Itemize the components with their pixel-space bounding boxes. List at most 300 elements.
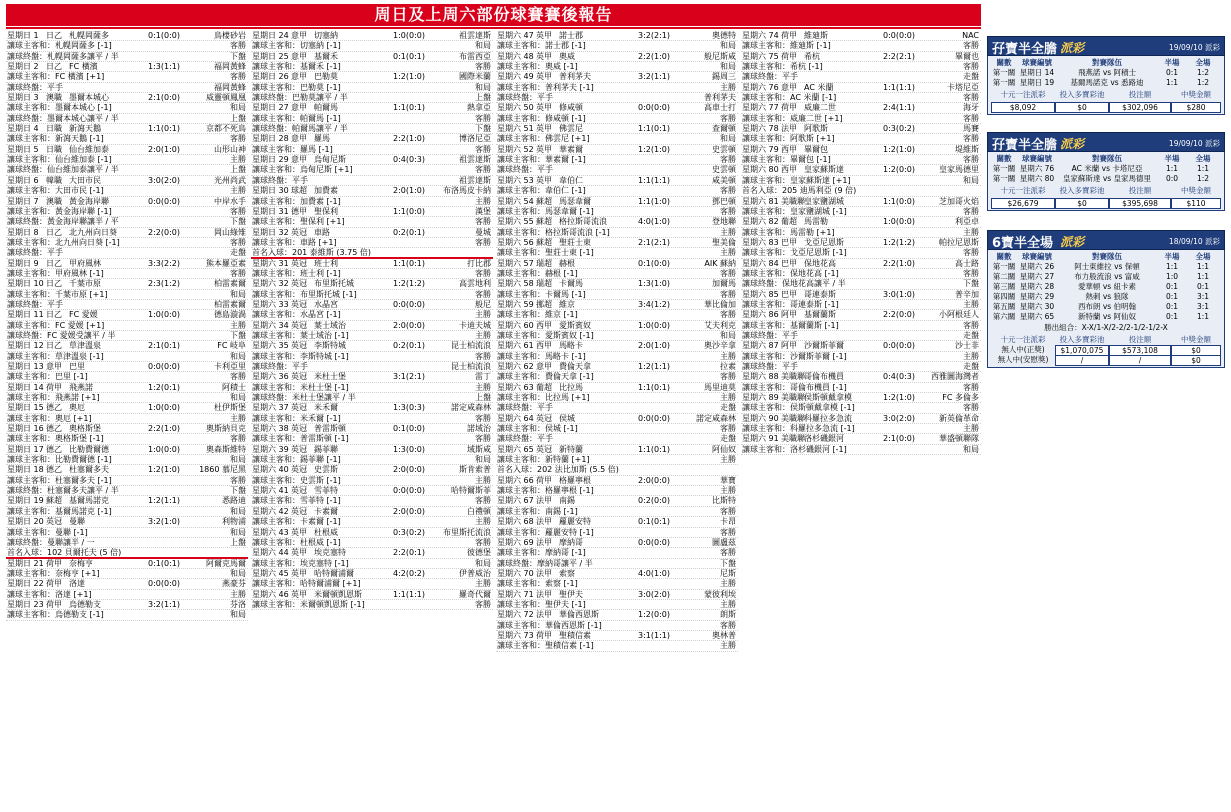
league: 阿甲 — [781, 341, 797, 351]
league: 美職聯 — [781, 393, 805, 403]
match-number: 星期六 54 — [497, 196, 534, 206]
away-team: 堤維斯 — [955, 144, 979, 154]
match-row — [251, 103, 493, 113]
match-row — [251, 186, 493, 196]
score: 1:1(0:1) — [393, 103, 425, 113]
result-row — [6, 207, 248, 217]
header-cell: 球賽編號 — [1022, 252, 1052, 261]
result-row — [741, 41, 981, 51]
result-row — [496, 559, 738, 569]
away-team: 蒙彼利埃 — [704, 589, 736, 599]
result-row — [496, 83, 738, 93]
result-row — [251, 165, 493, 175]
result-text: 讓球主客和：摩納哥 [-1] — [497, 548, 586, 558]
match-row — [251, 486, 493, 496]
home-team: 修咸頓 — [559, 103, 583, 113]
header-cell: 全場 — [1195, 58, 1211, 67]
match-number: 星期日 4 — [7, 124, 39, 134]
match-number: 星期六 68 — [497, 517, 534, 527]
result-outcome: 和局 — [720, 41, 736, 51]
money-header — [991, 90, 1221, 100]
match-number: 星期日 11 — [7, 310, 44, 320]
result-row — [496, 548, 738, 558]
result-outcome: 主勝 — [230, 155, 246, 165]
league: 日乙 — [46, 227, 62, 237]
match-number: 星期六 66 — [497, 475, 534, 485]
result-text: 讓球主客和：馬瑟韋爾 [-1] — [497, 206, 594, 216]
panel-table-row — [991, 312, 1221, 322]
result-row — [6, 372, 248, 382]
result-row — [251, 455, 493, 465]
cell: 1:1 — [1165, 262, 1179, 271]
money-value: 無人中(正獎) — [1001, 345, 1045, 354]
result-outcome: 走盤 — [963, 72, 979, 82]
cell: 第三關 — [992, 282, 1016, 291]
score: 2:0(1:0) — [638, 341, 670, 351]
score: 0:4(0:3) — [393, 155, 425, 165]
result-text: 讓球終盤：平手 — [7, 82, 63, 92]
away-team: 聖美倫 — [712, 237, 736, 247]
result-row — [496, 372, 738, 382]
match-row — [496, 72, 738, 82]
match-number: 星期六 86 — [742, 310, 779, 320]
result-row — [741, 279, 981, 289]
score: 1:2(0:0) — [638, 610, 670, 620]
match-number: 星期六 73 — [497, 630, 534, 640]
match-row — [496, 217, 738, 227]
result-text: 讓球主客和：新瀉天鵝 [-1] — [7, 134, 104, 144]
result-text: 讓球主客和：帕爾馬 [-1] — [252, 113, 341, 123]
header-cell: 關數 — [996, 252, 1012, 261]
result-text: 讓球終盤：FC 愛媛受讓平 / 半 — [7, 330, 116, 340]
result-outcome: 客勝 — [475, 351, 491, 361]
home-team: 加費素 — [314, 186, 338, 196]
result-text: 讓球主客和：加費素 [-1] — [252, 196, 341, 206]
panel-body — [987, 250, 1225, 368]
league: 葡超 — [536, 382, 552, 392]
cell: 1:2 — [1196, 68, 1210, 77]
result-text: 讓球主客和：杜根威 [-1] — [252, 537, 341, 547]
result-outcome: 走盤 — [230, 248, 246, 258]
result-outcome: 客勝 — [475, 62, 491, 72]
cell: 1:1 — [1196, 272, 1210, 281]
home-team: 黃金海岸聯 — [69, 196, 109, 206]
panel-logo: 派彩 — [1060, 235, 1085, 249]
result-text: 讓球主客和：皇家蘇斯達 [+1] — [742, 175, 851, 185]
home-team: 飛燕諾 — [69, 382, 93, 392]
home-team: 卡爾馬 — [559, 279, 583, 289]
result-text: 讓球主客和：水晶宮 [-1] — [252, 310, 341, 320]
away-team: 雷丁 — [475, 372, 491, 382]
winning-combination: 勝出組合：X-X/1-X/2-2/2-1/2-1/2-X — [1044, 323, 1168, 332]
score: 2:0(1:0) — [148, 144, 180, 154]
score: 0:0(0:0) — [393, 299, 425, 309]
score: 2:3(1:2) — [148, 279, 180, 289]
match-number: 星期日 15 — [7, 403, 44, 413]
result-text: 讓球主客和：希杭 [-1] — [742, 62, 823, 72]
match-number: 星期日 27 — [252, 103, 289, 113]
home-team: 比勒費爾德 — [69, 444, 109, 454]
result-row — [251, 41, 493, 51]
league: 西甲 — [781, 165, 797, 175]
match-number: 星期日 9 — [7, 258, 39, 268]
home-team: 沙爾斯菲爾 — [804, 341, 844, 351]
score: 0:0(0:0) — [393, 486, 425, 496]
match-row — [251, 424, 493, 434]
league: 西甲 — [781, 144, 797, 154]
match-row — [251, 569, 493, 579]
result-text: 讓球主客和：巴里 [-1] — [7, 372, 88, 382]
league: 日乙 — [46, 310, 62, 320]
cell: AC 米蘭 vs 卡塔尼亞 — [1071, 164, 1143, 173]
result-text: 讓球終盤：平手 — [742, 362, 798, 371]
match-number: 星期六 48 — [497, 51, 534, 61]
match-row — [251, 465, 493, 475]
home-team: 聖保利 — [314, 206, 338, 216]
home-team: 蘿麗安特 — [559, 517, 591, 527]
panel-logo: 派彩 — [1060, 41, 1085, 55]
score: 0:1(0:0) — [148, 31, 180, 40]
league: 巴甲 — [781, 258, 797, 268]
match-number: 星期日 2 — [7, 62, 39, 72]
match-row — [741, 310, 981, 320]
result-text: 讓球主客和：米禾爾 [-1] — [252, 413, 341, 423]
result-outcome: 和局 — [475, 41, 491, 51]
home-team: 聖莊士東 — [559, 237, 591, 247]
result-outcome: 主勝 — [475, 517, 491, 527]
league: 英甲 — [536, 103, 552, 113]
league: 德乙 — [46, 465, 62, 475]
result-outcome: 客勝 — [963, 134, 979, 144]
result-row — [6, 248, 248, 258]
result-row — [496, 465, 738, 475]
result-row — [496, 621, 738, 631]
match-number: 星期六 36 — [252, 372, 289, 382]
home-team: 李斯特城 — [314, 341, 346, 351]
result-row — [6, 548, 248, 558]
results-column-1 — [6, 31, 248, 621]
money-values — [991, 198, 1221, 208]
result-row — [6, 393, 248, 403]
match-row — [251, 507, 493, 517]
result-text: 讓球主客和：費倫天拿 [-1] — [497, 372, 594, 382]
away-team: 奧斯納貝克 — [206, 424, 246, 434]
home-team: 卡素爾 — [314, 506, 338, 516]
money-header-cell: 中獎金額 — [1181, 335, 1211, 344]
score: 1:3(1:0) — [638, 279, 670, 289]
result-text: 讓球主客和：草津溫泉 [-1] — [7, 351, 104, 361]
match-row — [741, 83, 981, 93]
result-outcome: 客勝 — [475, 268, 491, 278]
match-number: 星期六 51 — [497, 124, 534, 134]
result-outcome: 下盤 — [230, 486, 246, 496]
result-text: 讓球主客和：華倫西恩斯 [-1] — [497, 620, 602, 630]
match-row — [496, 496, 738, 506]
result-row — [6, 569, 248, 579]
home-team: 阿歌斯 — [804, 124, 828, 134]
match-number: 星期日 25 — [252, 51, 289, 61]
score: 2:2(0:0) — [148, 227, 180, 237]
cell: 0:1 — [1165, 292, 1179, 301]
home-team: 愛斯賓奴 — [559, 320, 591, 330]
cell: 0:1 — [1165, 282, 1179, 291]
result-row — [741, 445, 981, 455]
cell: 第二關 — [992, 272, 1016, 281]
result-row — [6, 528, 248, 538]
league: 英冠 — [291, 486, 307, 496]
match-row — [496, 52, 738, 62]
cell: 第一關 — [992, 174, 1016, 183]
result-text: 讓球終盤：札幌岡薩多讓平 / 半 — [7, 51, 119, 61]
match-row — [251, 279, 493, 289]
result-text: 讓球主客和：普雷斯頓 [-1] — [252, 434, 349, 444]
match-number: 星期日 20 — [7, 517, 44, 527]
result-row — [251, 290, 493, 300]
away-team: 伊普威治 — [459, 568, 491, 578]
result-text: 讓球主客和：李斯特城 [-1] — [252, 351, 349, 361]
result-outcome: 主勝 — [475, 196, 491, 206]
result-outcome: 主勝 — [720, 393, 736, 403]
home-team: 烏德勒支 — [69, 599, 101, 609]
match-row — [741, 414, 981, 424]
score: 1:0(0:0) — [148, 444, 180, 454]
away-team: 馬里迪莫 — [704, 382, 736, 392]
match-number: 星期六 39 — [252, 444, 289, 454]
result-row — [496, 228, 738, 238]
result-outcome: 客勝 — [963, 113, 979, 123]
match-number: 星期六 55 — [497, 217, 534, 227]
match-row — [741, 259, 981, 269]
match-number: 星期六 79 — [742, 144, 779, 154]
league: 英甲 — [291, 527, 307, 537]
score: 0:3(0:2) — [393, 527, 425, 537]
result-row — [496, 269, 738, 279]
result-outcome: 和局 — [230, 393, 246, 403]
match-row — [6, 228, 248, 238]
result-outcome: 走盤 — [720, 434, 736, 444]
result-text: 讓球終盤：平手 — [497, 165, 553, 175]
cell: 阿士東維拉 vs 保頓 — [1074, 262, 1140, 271]
away-team: 奧林普 — [712, 630, 736, 640]
away-team: 鳥棲砂岩 — [214, 31, 246, 40]
match-number: 星期六 90 — [742, 413, 779, 423]
money-value: $0 — [1171, 345, 1221, 356]
home-team: 甲府風林 — [69, 258, 101, 268]
away-team: 德島漩渦 — [214, 310, 246, 320]
result-outcome: 客勝 — [720, 310, 736, 320]
match-row — [6, 310, 248, 320]
away-team: 白禮頓 — [467, 506, 491, 516]
result-text: 讓球終盤：杜塞爾多夫讓平 / 半 — [7, 486, 119, 496]
money-header-cell: 投注額 — [1128, 186, 1152, 195]
result-outcome: 客勝 — [963, 93, 979, 103]
header-cell: 關數 — [996, 154, 1012, 163]
league: 意甲 — [291, 155, 307, 165]
score: 2:2(2:1) — [883, 51, 915, 61]
result-outcome: 主勝 — [963, 227, 979, 237]
home-team: 奧格斯堡 — [69, 424, 101, 434]
result-text: 讓球主客和：北九州向日葵 [-1] — [7, 237, 120, 247]
money-value: $110 — [1171, 198, 1221, 209]
result-row — [741, 383, 981, 393]
money-value: $0 — [1055, 102, 1109, 113]
home-team: 新特蘭 — [559, 444, 583, 454]
away-team: 阿爾克馬爾 — [206, 558, 246, 568]
result-text: 讓球主客和：華素爾 [-1] — [497, 155, 586, 165]
result-text: 讓球主客和：甲府風林 [-1] — [7, 268, 104, 278]
league: 英冠 — [291, 465, 307, 475]
panel-header — [987, 36, 1225, 56]
result-outcome: 主勝 — [963, 299, 979, 309]
league: 英冠 — [291, 506, 307, 516]
home-team: 奈梅亨 — [69, 558, 93, 568]
result-text: 讓球主客和：洛達 [+1] — [7, 589, 92, 599]
result-row — [496, 165, 738, 175]
panel-body — [987, 56, 1225, 115]
result-text: 讓球終盤：平手 — [7, 299, 63, 309]
match-row — [251, 403, 493, 413]
result-text: 讓球主客和：米爾頓凱恩斯 [-1] — [252, 599, 365, 609]
score: 0:1(0:1) — [638, 517, 670, 527]
result-row — [741, 331, 981, 341]
result-outcome: 和局 — [230, 103, 246, 113]
match-number: 星期六 57 — [497, 258, 534, 268]
match-number: 星期日 19 — [7, 496, 44, 506]
match-row — [496, 517, 738, 527]
match-number: 星期六 64 — [497, 413, 534, 423]
result-text: 讓球主客和：聖伊夫 [-1] — [497, 599, 586, 609]
league: 西甲 — [536, 341, 552, 351]
home-team: 維廸斯 — [804, 31, 828, 40]
money-value: $26,679 — [991, 198, 1055, 209]
match-row — [251, 228, 493, 238]
result-text: 讓球終盤：平手 — [497, 434, 553, 444]
match-row — [496, 445, 738, 455]
result-outcome: 主勝 — [720, 248, 736, 258]
result-text: 讓球主客和：侯斯頓戴拿模 [-1] — [742, 403, 855, 413]
match-number: 星期六 50 — [497, 103, 534, 113]
score: 1:3(1:1) — [148, 62, 180, 72]
away-team: 布洛馬皮卡納 — [443, 186, 491, 196]
away-team: 芝加哥火焰 — [939, 196, 979, 206]
match-row — [6, 259, 248, 269]
league: 巴甲 — [781, 289, 797, 299]
league: 日乙 — [46, 279, 62, 289]
league: 英甲 — [536, 144, 552, 154]
score: 1:0(0:0) — [393, 31, 425, 40]
result-row — [251, 238, 493, 248]
result-outcome: 客勝 — [475, 537, 491, 547]
result-outcome: 客勝 — [720, 527, 736, 537]
home-team: 奧威 — [559, 51, 575, 61]
match-row — [496, 31, 738, 41]
match-row — [6, 62, 248, 72]
result-outcome: 客勝 — [230, 41, 246, 51]
result-row — [496, 352, 738, 362]
result-row — [741, 362, 981, 372]
result-row — [6, 103, 248, 113]
score: 1:1(0:0) — [393, 206, 425, 216]
match-row — [741, 217, 981, 227]
result-row — [496, 134, 738, 144]
score: 2:0(0:0) — [393, 465, 425, 475]
match-row — [496, 610, 738, 620]
score: 3:0(2:0) — [883, 413, 915, 423]
league: 英甲 — [291, 589, 307, 599]
home-team: 杜塞爾多夫 — [69, 465, 109, 475]
score: 0:1(0:0) — [638, 258, 670, 268]
score: 2:2(0:0) — [883, 310, 915, 320]
result-row — [6, 217, 248, 227]
home-team: 曼聯 — [69, 517, 85, 527]
match-number: 星期日 26 — [252, 72, 289, 82]
league: 英冠 — [291, 341, 307, 351]
match-number: 星期日 16 — [7, 424, 44, 434]
result-outcome: 和局 — [475, 82, 491, 92]
result-text: 讓球主客和：錫菲聯 [-1] — [252, 455, 341, 465]
result-outcome: 客勝 — [720, 424, 736, 434]
result-outcome: 走盤 — [963, 330, 979, 340]
away-team: 加爾馬 — [712, 279, 736, 289]
result-outcome: 下盤 — [720, 558, 736, 568]
league: 巴甲 — [781, 237, 797, 247]
result-text: 讓球主客和：韋伯仁 [-1] — [497, 186, 586, 196]
result-outcome: 客勝 — [230, 372, 246, 382]
match-row — [251, 321, 493, 331]
cell: 1:1 — [1196, 164, 1210, 173]
result-outcome: 客勝 — [230, 434, 246, 444]
result-outcome: 主勝 — [230, 589, 246, 599]
league: 德乙 — [46, 444, 62, 454]
match-number: 星期六 89 — [742, 393, 779, 403]
match-number: 星期六 33 — [252, 299, 289, 309]
match-number: 星期六 77 — [742, 103, 779, 113]
away-team: 奧沙辛拿 — [704, 341, 736, 351]
home-team: 車路 — [314, 227, 330, 237]
result-row — [6, 300, 248, 310]
match-number: 星期日 12 — [7, 341, 44, 351]
cell: 第五關 — [992, 302, 1016, 311]
result-outcome: 客勝 — [720, 186, 736, 196]
result-text: 讓球主客和：哈特爾浦爾 [+1] — [252, 579, 361, 589]
league: 美職聯 — [781, 434, 805, 444]
result-text: 讓球主客和：沙爾斯菲爾 [-1] — [742, 351, 847, 361]
match-row — [496, 414, 738, 424]
cell: 基爾馬諾克 vs 悉路迪 — [1070, 78, 1144, 87]
result-outcome: 主勝 — [963, 424, 979, 434]
match-row — [496, 176, 738, 186]
result-text: 讓球主客和：維廸斯 [-1] — [742, 41, 831, 51]
away-team: 阿仙奴 — [712, 444, 736, 454]
result-row — [251, 383, 493, 393]
cell: 星期六 29 — [1019, 292, 1055, 301]
home-team: 聖伊夫 — [559, 589, 583, 599]
home-team: 畢爾包 — [804, 144, 828, 154]
result-outcome: 客勝 — [963, 403, 979, 413]
result-outcome: 主勝 — [475, 330, 491, 340]
away-team: 新英倫革命 — [939, 413, 979, 423]
score: 3:2(1:0) — [148, 517, 180, 527]
home-team: 侯城 — [559, 413, 575, 423]
match-number: 星期日 10 — [7, 279, 44, 289]
away-team: 拉素 — [720, 362, 736, 371]
match-row — [496, 321, 738, 331]
money-row — [991, 345, 1221, 355]
score: 0:0(0:0) — [883, 341, 915, 351]
home-team: 札幌岡薩多 — [69, 31, 109, 40]
home-team: 巴勒莫 — [314, 72, 338, 82]
match-number: 星期六 35 — [252, 341, 289, 351]
